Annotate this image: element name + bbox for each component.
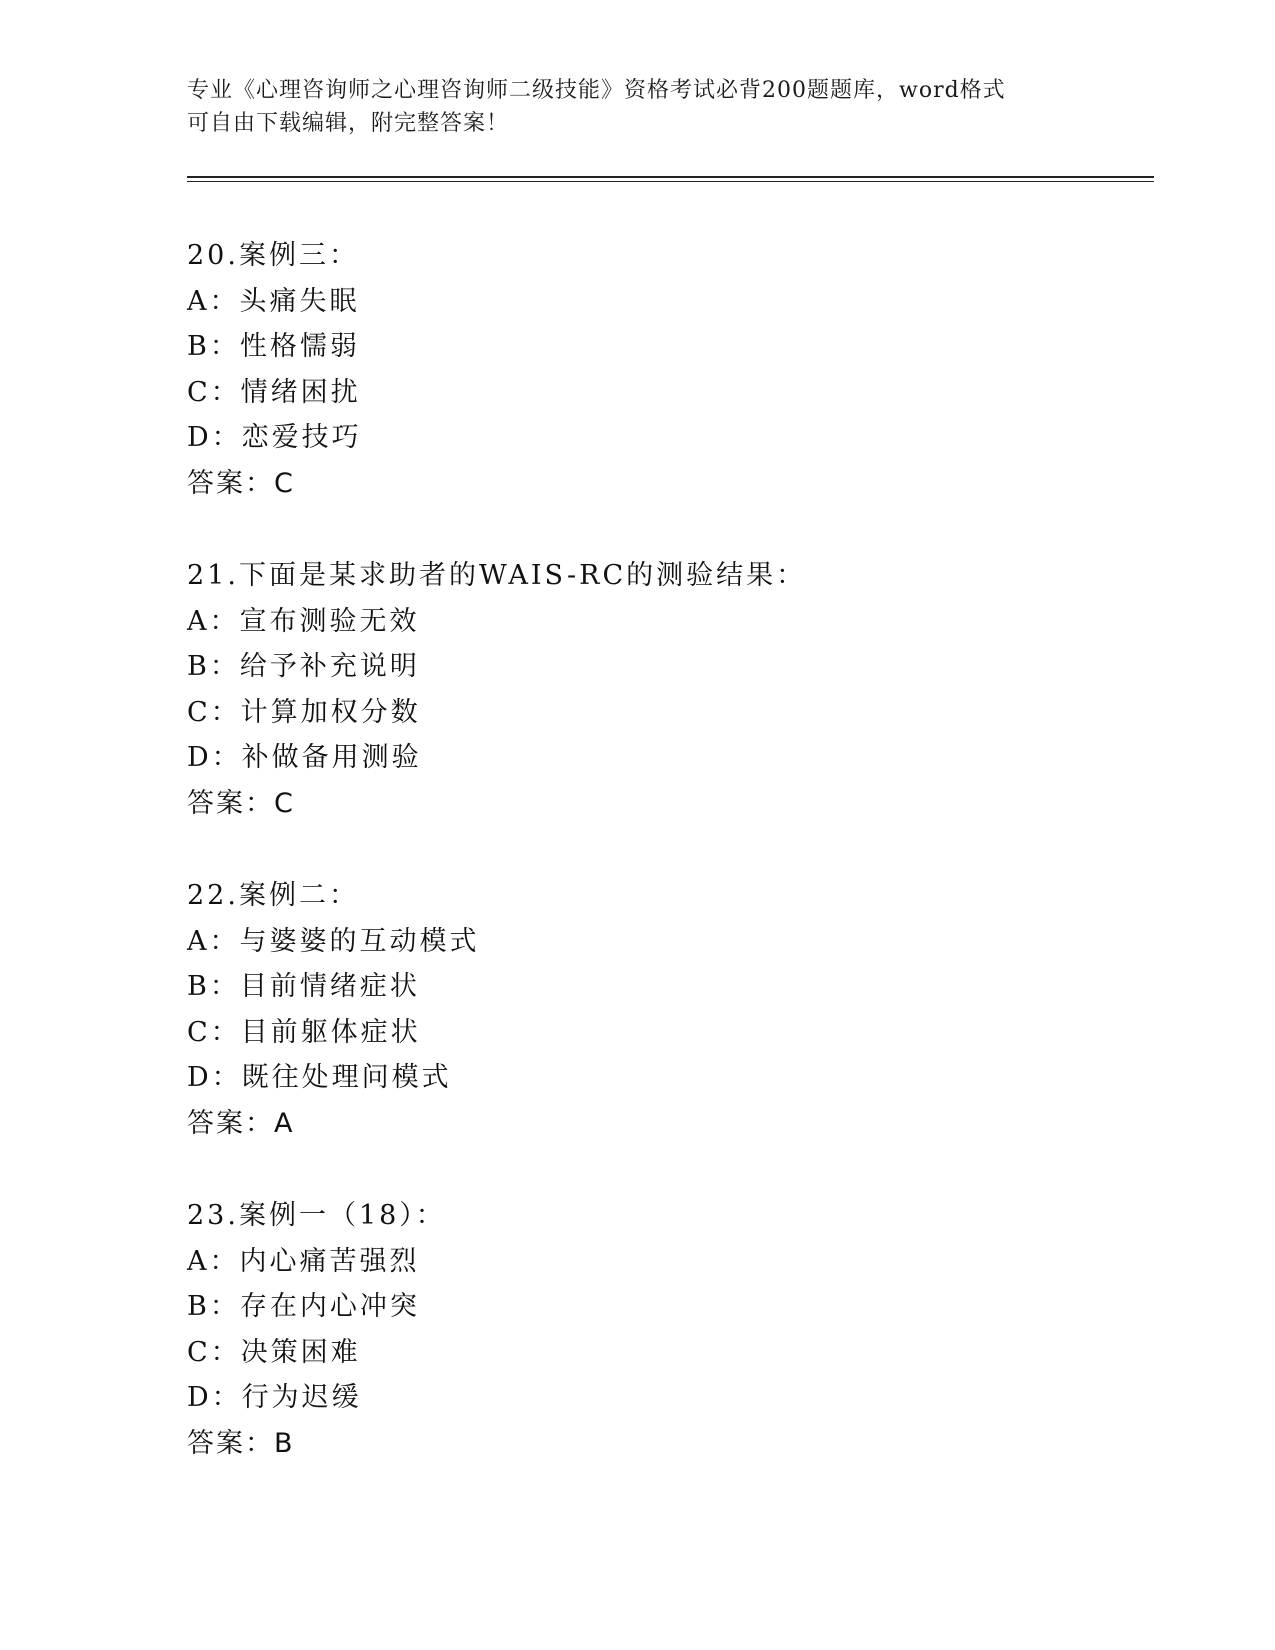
option-b: B：目前情绪症状 [187, 971, 420, 1002]
header-divider-thin [187, 181, 1154, 182]
question-stem: 23.案例一（18）： [187, 1200, 446, 1231]
header-line-1: 专业《心理咨询师之心理咨询师二级技能》资格考试必背200题题库，word格式 [187, 78, 1006, 103]
option-a: A：内心痛苦强烈 [187, 1245, 420, 1277]
answer-line: 答案：C [187, 467, 295, 499]
option-d: D：行为迟缓 [187, 1382, 362, 1413]
option-c: C：目前躯体症状 [187, 1016, 421, 1048]
answer-line: 答案：C [187, 787, 295, 819]
option-c: C：决策困难 [187, 1336, 361, 1368]
question-23 [187, 1193, 1147, 1513]
document-header [187, 74, 1067, 140]
option-b: B：性格懦弱 [187, 331, 360, 362]
option-c: C：情绪困扰 [187, 376, 361, 408]
option-b: B：给予补充说明 [187, 651, 420, 682]
header-line-2: 可自由下载编辑，附完整答案！ [187, 111, 510, 136]
answer-line: 答案：A [187, 1107, 295, 1139]
question-20 [187, 233, 1147, 553]
question-stem: 22.案例二： [187, 880, 359, 911]
question-stem: 21.下面是某求助者的WAIS-RC的测验结果： [187, 560, 807, 591]
question-stem: 20.案例三： [187, 240, 359, 271]
question-21 [187, 553, 1147, 873]
answer-line: 答案：B [187, 1427, 295, 1459]
option-a: A：与婆婆的互动模式 [187, 925, 480, 957]
question-list [187, 233, 1147, 1513]
option-a: A：宣布测验无效 [187, 605, 420, 637]
header-divider-thick [187, 176, 1154, 178]
question-22 [187, 873, 1147, 1193]
option-c: C：计算加权分数 [187, 696, 421, 728]
option-d: D：既往处理问模式 [187, 1062, 452, 1093]
option-d: D：恋爱技巧 [187, 422, 362, 453]
option-b: B：存在内心冲突 [187, 1291, 420, 1322]
option-d: D：补做备用测验 [187, 742, 422, 773]
option-a: A：头痛失眠 [187, 285, 360, 317]
